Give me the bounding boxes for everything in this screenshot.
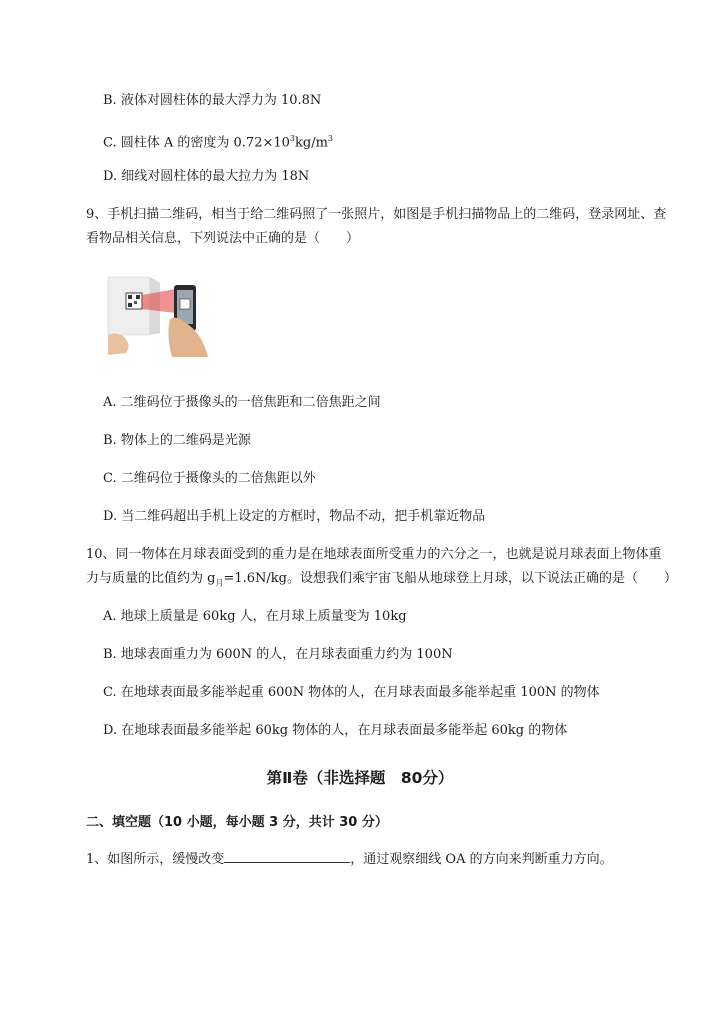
q10-stem-line2	[86, 570, 677, 593]
q8-option-c-exp2: 3	[327, 134, 334, 143]
q10-option-b: B. 地球表面重力为 600N 的人，在月球表面重力约为 100N	[103, 647, 453, 662]
q10-option-c: C. 在地球表面最多能举起重 600N 物体的人，在月球表面最多能举起重 100N 的物体	[103, 685, 600, 700]
q9-option-d: D. 当二维码超出手机上设定的方框时，物品不动，把手机靠近物品	[103, 509, 486, 524]
q9-stem-line2: 看物品相关信息，下列说法中正确的是（ ）	[86, 231, 360, 246]
fill-question-1-post: ，通过观察细线 OA 的方向来判断重力方向。	[350, 852, 613, 867]
q10-stem-line2-pre: 力与质量的比值约为 g	[86, 571, 216, 586]
qr-scan-photo	[106, 275, 212, 359]
q10-stem-line1: 10、同一物体在月球表面受到的重力是在地球表面所受重力的六分之一，也就是说月球表面上物体重	[86, 547, 662, 562]
fill-question-1	[86, 848, 613, 869]
q10-g-moon-subscript: 月	[215, 578, 224, 588]
q9-option-a: A. 二维码位于摄像头的一倍焦距和二倍焦距之间	[103, 395, 381, 410]
q9-option-c: C. 二维码位于摄像头的二倍焦距以外	[103, 471, 316, 486]
section-2-title: 第Ⅱ卷（非选择题 80分）	[266, 769, 454, 787]
answer-blank[interactable]	[224, 848, 350, 863]
q8-option-c-unit: kg/m	[295, 135, 328, 151]
section-2-subtitle: 二、填空题（10 小题，每小题 3 分，共计 30 分）	[86, 815, 388, 830]
fill-question-1-pre: 1、如图所示，缓慢改变	[86, 852, 225, 867]
q10-option-a: A. 地球上质量是 60kg 人，在月球上质量变为 10kg	[103, 609, 407, 624]
q9-stem-line1: 9、手机扫描二维码，相当于给二维码照了一张照片，如图是手机扫描物品上的二维码，登录网址、查	[86, 207, 667, 222]
q9-option-b: B. 物体上的二维码是光源	[103, 433, 251, 448]
q8-option-c-exp: 3	[289, 134, 296, 143]
q10-stem-line2-post: =1.6N/kg。设想我们乘宇宙飞船从地球登上月球，以下说法正确的是（ ）	[223, 571, 677, 586]
q10-option-d: D. 在地球表面最多能举起 60kg 物体的人，在月球表面最多能举起 60kg 的物体	[103, 723, 568, 738]
q8-option-b: B. 液体对圆柱体的最大浮力为 10.8N	[103, 93, 322, 108]
q8-option-c	[103, 130, 333, 152]
q8-option-d: D. 细线对圆柱体的最大拉力为 18N	[103, 169, 310, 184]
q8-option-c-text: C. 圆柱体 A 的密度为 0.72×10	[103, 135, 290, 151]
